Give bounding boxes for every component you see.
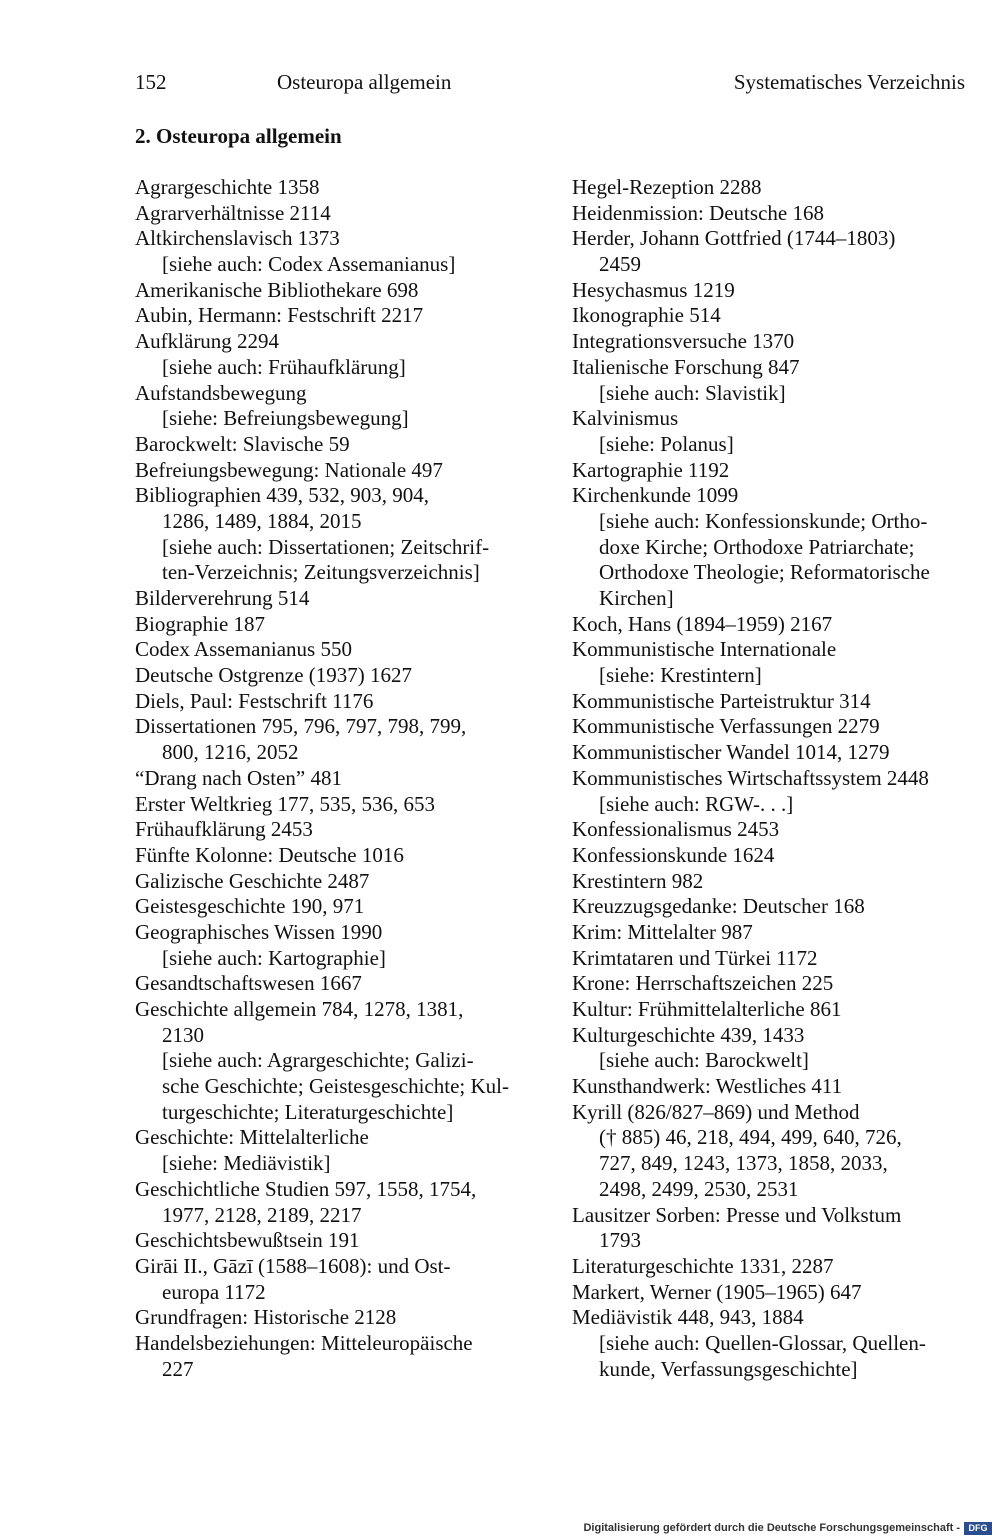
index-entry: Altkirchenslavisch 1373 [135, 226, 340, 251]
index-entry: Geschichte: Mittelalterliche [135, 1125, 369, 1150]
index-entry-continuation: Orthodoxe Theologie; Reformatorische [599, 560, 930, 585]
index-entry-continuation: 1793 [599, 1228, 641, 1253]
index-entry: Geschichtliche Studien 597, 1558, 1754, [135, 1176, 477, 1201]
index-entry: Geschichte allgemein 784, 1278, 1381, [135, 997, 464, 1021]
digitization-note: Digitalisierung gefördert durch die Deutsche Forschungsgemeinschaft - [583, 1522, 960, 1534]
index-entry-continuation: [siehe auch: Quellen-Glossar, Quellen- [599, 1330, 926, 1355]
index-entry-continuation: ten-Verzeichnis; Zeitungsverzeichnis] [162, 560, 480, 585]
index-entry: Krimtataren und Türkei 1172 [572, 945, 818, 970]
index-entry: Krestintern 982 [572, 868, 704, 893]
index-entry-continuation: [siehe auch: Konfessionskunde; Ortho- [599, 508, 928, 533]
index-entry: Agrarverhältnisse 2114 [135, 200, 331, 225]
index-entry: Mediävistik 448, 943, 1884 [572, 1305, 804, 1330]
index-entry: Gesandtschaftswesen 1667 [135, 971, 362, 996]
index-entry: “Drang nach Osten” 481 [135, 765, 343, 790]
index-entry: Geographisches Wissen 1990 [135, 919, 383, 944]
index-entry: Kulturgeschichte 439, 1433 [572, 1022, 805, 1047]
index-entry: Kunsthandwerk: Westliches 411 [572, 1074, 843, 1099]
index-entry: Hesychasmus 1219 [572, 277, 735, 302]
index-entry-continuation: [siehe auch: Barockwelt] [599, 1048, 809, 1073]
index-entry-continuation: 2498, 2499, 2530, 2531 [599, 1176, 799, 1201]
index-entry: Krim: Mittelalter 987 [572, 919, 753, 944]
index-entry-continuation: 1286, 1489, 1884, 2015 [162, 508, 362, 533]
index-entry: Ikonographie 514 [572, 303, 721, 328]
index-entry: Konfessionalismus 2453 [572, 817, 780, 842]
index-entry: Heidenmission: Deutsche 168 [572, 200, 824, 225]
index-entry: Konfessionskunde 1624 [572, 842, 775, 867]
index-entry: Fünfte Kolonne: Deutsche 1016 [135, 842, 404, 867]
index-column-right [572, 175, 987, 1382]
index-entry-continuation: 2459 [599, 252, 641, 277]
index-entry: Kartographie 1192 [572, 457, 730, 482]
index-entry-continuation: 1977, 2128, 2189, 2217 [162, 1202, 362, 1227]
index-entry: Herder, Johann Gottfried (1744–1803) [572, 226, 896, 251]
index-entry: Kirchenkunde 1099 [572, 483, 739, 508]
index-entry-continuation: [siehe: Krestintern] [599, 663, 762, 688]
index-entry-continuation: 227 [162, 1356, 194, 1381]
index-entry-continuation: [siehe: Mediävistik] [162, 1151, 331, 1176]
index-entry-continuation: Kirchen] [599, 586, 674, 610]
index-entry: Kalvinismus [572, 406, 679, 431]
index-entry-continuation: doxe Kirche; Orthodoxe Patriarchate; [599, 534, 915, 559]
index-entry: Befreiungsbewegung: Nationale 497 [135, 457, 443, 482]
index-entry: Frühaufklärung 2453 [135, 817, 313, 842]
index-entry-continuation: kunde, Verfassungsgeschichte] [599, 1356, 858, 1381]
index-entry-continuation: [siehe: Befreiungsbewegung] [162, 406, 409, 431]
index-entry: Erster Weltkrieg 177, 535, 536, 653 [135, 791, 436, 816]
index-entry-continuation: [siehe auch: RGW-. . .] [599, 791, 794, 816]
index-entry-continuation: († 885) 46, 218, 494, 499, 640, 726, [599, 1125, 902, 1150]
index-entry: Kommunistische Verfassungen 2279 [572, 714, 880, 739]
page-header [135, 70, 965, 100]
index-entry-continuation: [siehe auch: Slavistik] [599, 380, 786, 405]
index-entry: Dissertationen 795, 796, 797, 798, 799, [135, 714, 467, 739]
index-entry: Barockwelt: Slavische 59 [135, 431, 350, 456]
section-heading: 2. Osteuropa allgemein [135, 124, 342, 148]
index-entry: Diels, Paul: Festschrift 1176 [135, 688, 374, 713]
index-entry: Grundfragen: Historische 2128 [135, 1305, 397, 1330]
index-entry: Geistesgeschichte 190, 971 [135, 894, 365, 919]
page-number: 152 [135, 70, 167, 94]
index-entry-continuation: turgeschichte; Literaturgeschichte] [162, 1099, 454, 1124]
index-entry: Kommunistisches Wirtschaftssystem 2448 [572, 765, 929, 790]
index-entry-continuation: 800, 1216, 2052 [162, 740, 299, 765]
index-entry: Handelsbeziehungen: Mitteleuropäische [135, 1330, 473, 1355]
running-title: Osteuropa allgemein [277, 70, 452, 94]
index-column-left [135, 175, 555, 1382]
index-entry-continuation: [siehe auch: Kartographie] [162, 945, 386, 970]
index-entry: Kyrill (826/827–869) und Method [572, 1099, 860, 1124]
index-entry: Kommunistischer Wandel 1014, 1279 [572, 740, 890, 765]
index-entry: Deutsche Ostgrenze (1937) 1627 [135, 663, 412, 688]
index-entry-continuation: 2130 [162, 1022, 204, 1047]
section-name: Systematisches Verzeichnis [733, 70, 965, 94]
index-entry-continuation: [siehe auch: Codex Assemanianus] [162, 252, 456, 277]
index-entry-continuation: sche Geschichte; Geistesgeschichte; Kul- [162, 1074, 509, 1099]
index-entry: Koch, Hans (1894–1959) 2167 [572, 611, 833, 636]
index-entry: Biographie 187 [135, 611, 266, 636]
index-entry: Krone: Herrschaftszeichen 225 [572, 971, 834, 996]
index-entry-continuation: [siehe auch: Dissertationen; Zeitschrif- [162, 534, 490, 559]
index-entry: Agrargeschichte 1358 [135, 175, 320, 199]
index-entry: Bilderverehrung 514 [135, 586, 310, 610]
index-entry: Literaturgeschichte 1331, 2287 [572, 1253, 834, 1278]
index-entry: Lausitzer Sorben: Presse und Volkstum [572, 1202, 902, 1227]
index-entry-continuation: [siehe: Polanus] [599, 431, 734, 456]
index-entry: Amerikanische Bibliothekare 698 [135, 277, 419, 302]
index-entry: Kommunistische Parteistruktur 314 [572, 688, 871, 713]
index-entry: Aubin, Hermann: Festschrift 2217 [135, 303, 424, 328]
index-entry: Geschichtsbewußtsein 191 [135, 1228, 360, 1253]
index-entry-continuation: [siehe auch: Agrargeschichte; Galizi- [162, 1048, 474, 1073]
index-entry: Aufstandsbewegung [135, 380, 307, 405]
index-entry-continuation: europa 1172 [162, 1279, 266, 1304]
index-entry: Hegel-Rezeption 2288 [572, 175, 762, 199]
index-entry: Codex Assemanianus 550 [135, 637, 352, 662]
index-entry: Girāi II., Gāzī (1588–1608): und Ost- [135, 1253, 451, 1278]
index-entry: Bibliographien 439, 532, 903, 904, [135, 483, 429, 508]
index-entry: Kommunistische Internationale [572, 637, 837, 662]
index-entry: Kultur: Frühmittelalterliche 861 [572, 997, 842, 1021]
index-entry: Italienische Forschung 847 [572, 354, 800, 379]
index-entry: Kreuzzugsgedanke: Deutscher 168 [572, 894, 865, 919]
index-entry-continuation: [siehe auch: Frühaufklärung] [162, 354, 406, 379]
index-entry: Aufklärung 2294 [135, 329, 280, 354]
index-entry-continuation: 727, 849, 1243, 1373, 1858, 2033, [599, 1151, 888, 1176]
index-entry: Markert, Werner (1905–1965) 647 [572, 1279, 862, 1304]
index-entry: Galizische Geschichte 2487 [135, 868, 370, 893]
index-entry: Integrationsversuche 1370 [572, 329, 795, 354]
dfg-logo: DFG [964, 1522, 992, 1535]
